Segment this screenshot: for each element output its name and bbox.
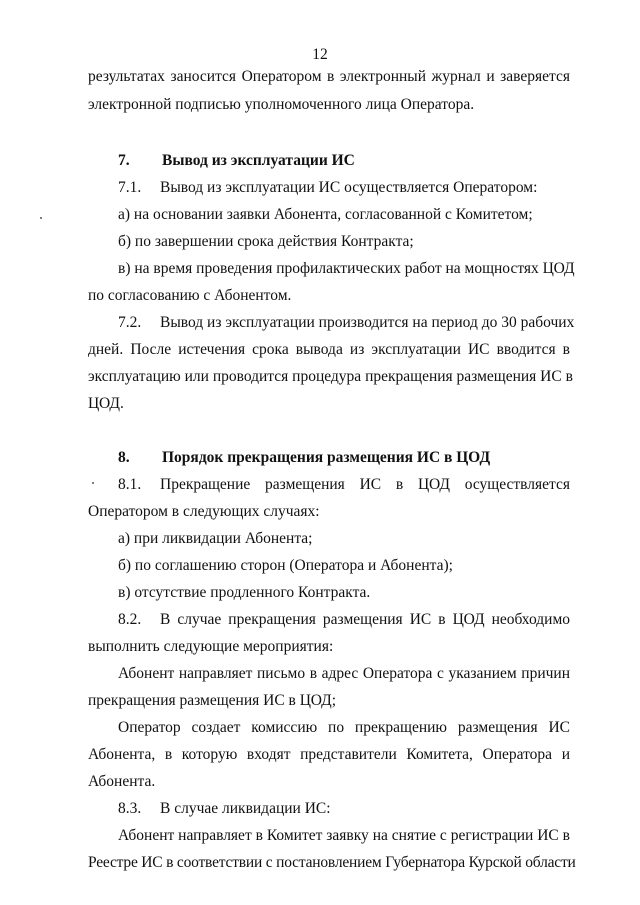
scan-speck bbox=[40, 217, 42, 219]
section-title: Порядок прекращения размещения ИС в ЦОД bbox=[162, 449, 491, 466]
clause-7-2 bbox=[118, 313, 575, 333]
paragraph-line: Абонент направляет письмо в адрес Оператора с указанием причин bbox=[118, 665, 570, 682]
text-line: прекращения размещения ИС в ЦОД; bbox=[88, 692, 337, 709]
scan-speck bbox=[92, 482, 94, 484]
clause-8-1 bbox=[118, 475, 570, 495]
text-line: результатах заносится Оператором в электронный журнал и заверяется bbox=[88, 68, 570, 85]
list-item: б) по соглашению сторон (Оператора и Абонента); bbox=[118, 557, 453, 574]
paragraph-line: Оператор создает комиссию по прекращению размещения ИС bbox=[118, 719, 570, 736]
text-line: Реестре ИС в соответствии с постановлением Губернатора Курской области bbox=[88, 854, 576, 871]
text-line: эксплуатацию или проводится процедура прекращения размещения ИС в bbox=[88, 368, 573, 385]
clause-number: 8.2. bbox=[118, 611, 142, 628]
clause-text: Прекращение размещения ИС в ЦОД осуществляется bbox=[160, 476, 570, 493]
text-line: Оператором в следующих случаях: bbox=[88, 503, 320, 520]
clause-text: Вывод из эксплуатации ИС осуществляется Оператором: bbox=[160, 179, 538, 196]
text-line: Абонента. bbox=[88, 773, 156, 790]
list-item: в) на время проведения профилактических работ на мощностях ЦОД bbox=[118, 260, 575, 277]
clause-number: 7.1. bbox=[118, 179, 142, 196]
page-number: 12 bbox=[312, 46, 328, 63]
clause-8-2 bbox=[118, 610, 570, 630]
text-line: по согласованию с Абонентом. bbox=[88, 287, 292, 304]
list-item: а) при ликвидации Абонента; bbox=[118, 530, 313, 547]
clause-number: 7.2. bbox=[118, 314, 142, 331]
section-number: 8. bbox=[118, 449, 130, 466]
section-heading-7 bbox=[118, 151, 570, 171]
clause-8-3 bbox=[118, 799, 570, 819]
clause-number: 8.3. bbox=[118, 800, 142, 817]
section-title: Вывод из эксплуатации ИС bbox=[162, 152, 355, 169]
text-line: ЦОД. bbox=[88, 395, 124, 412]
text-line: дней. После истечения срока вывода из эксплуатации ИС вводится в bbox=[88, 341, 570, 358]
paragraph-line: Абонент направляет в Комитет заявку на снятие с регистрации ИС в bbox=[118, 827, 570, 844]
text-line: выполнить следующие мероприятия: bbox=[88, 638, 334, 655]
list-item: а) на основании заявки Абонента, согласованной с Комитетом; bbox=[118, 206, 533, 223]
section-heading-8 bbox=[118, 448, 570, 468]
list-item: б) по завершении срока действия Контракта; bbox=[118, 233, 414, 250]
text-line: Абонента, в которую входят представители Комитета, Оператора и bbox=[88, 746, 570, 763]
clause-text: Вывод из эксплуатации производится на период до 30 рабочих bbox=[160, 314, 575, 331]
clause-text: В случае прекращения размещения ИС в ЦОД необходимо bbox=[160, 611, 570, 628]
section-number: 7. bbox=[118, 152, 130, 169]
text-line: электронной подписью уполномоченного лица Оператора. bbox=[88, 96, 475, 113]
list-item: в) отсутствие продленного Контракта. bbox=[118, 584, 371, 601]
clause-7-1 bbox=[118, 178, 570, 198]
clause-number: 8.1. bbox=[118, 476, 142, 493]
clause-text: В случае ликвидации ИС: bbox=[160, 800, 331, 817]
